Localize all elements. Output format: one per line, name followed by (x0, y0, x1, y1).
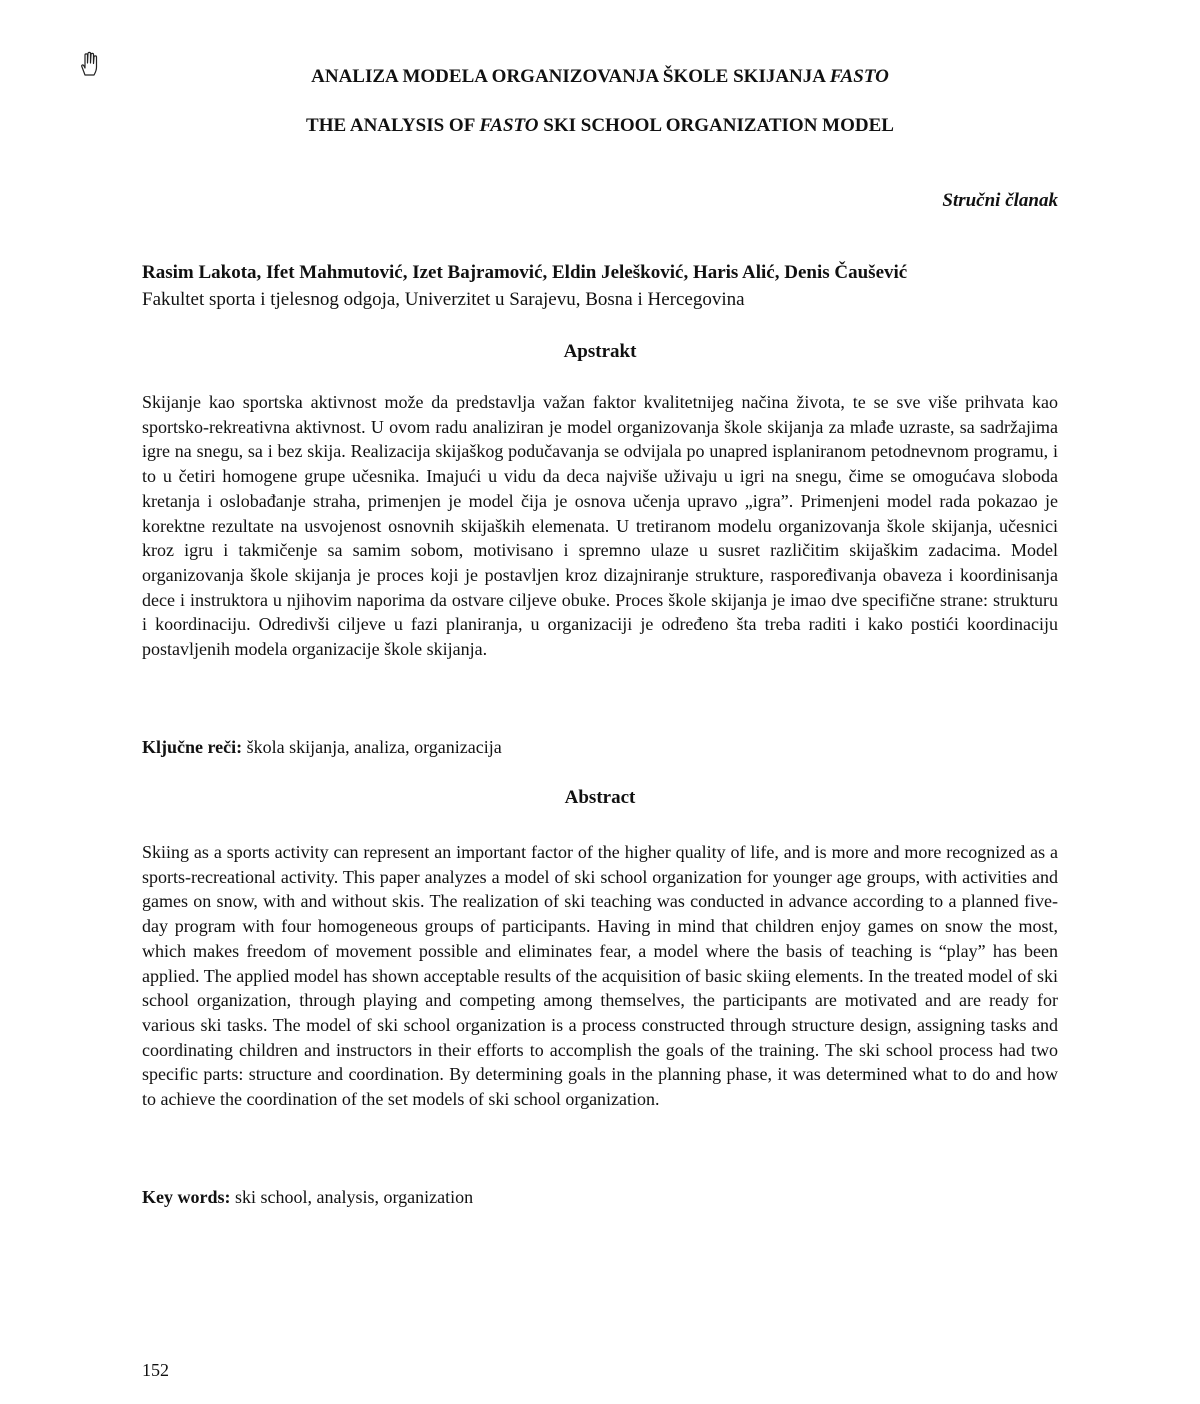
apstrakt-paragraph: Skijanje kao sportska aktivnost može da predstavlja važan faktor kvalitetnijeg načina života, te se sve više prihvata kao sportsko-rekreativna aktivnost. U ovom radu analiziran je model organizovanja škole skijanja za mlađe uzraste, sa sadržajima igre na snegu, sa i bez skija. Realizacija skijaškog podučavanja se odvijala po unapred isplaniranom petodnevnom programu, i to u četiri homogene grupe učesnika. Imajući u vidu da deca najviše uživaju u igri na snegu, čime se omogućava sloboda kretanja i oslobađanje straha, primenjen je model čija je osnova učenja upravo „igra”. Primenjeni model rada pokazao je korektne rezultate na usvojenost osnovnih skijaških elemenata. U tretiranom modelu organizovanja škole skijanja, učesnici kroz igru i takmičenje sa samim sobom, motivisano i spremno ulaze u susret različitim skijaškim zadacima. Model organizovanja škole skijanja je proces koji je postavljen kroz dizajniranje strukture, raspoređivanja obaveza i koordinisanja dece i instruktora u njihovim naporima da ostvare ciljeve obuke. Proces škole skijanja je imao dve specifične strane: strukturu i koordinaciju. Odredivši ciljeve u fazi planiranja, u organizaciji je određeno šta treba raditi i kako postići koordinaciju postavljenih modela organizacije škole skijanja. (142, 392, 1058, 660)
keywords-english (142, 1187, 473, 1208)
abstract-heading: Abstract (564, 787, 636, 808)
abstract-paragraph: Skiing as a sports activity can represent an important factor of the higher quality of life, and is more and more recognized as a sports-recreational activity. This paper analyzes a model of ski school organization for younger age groups, with activities and games on snow, with and without skis. The realization of ski teaching was conducted in advance according to a planned five-day program with four homogeneous groups of participants. Having in mind that children enjoy games on snow the most, which makes freedom of movement possible and eliminates fear, a model where the basis of teaching is “play” has been applied. The applied model has shown acceptable results of the acquisition of basic skiing elements. In the treated model of ski school organization, through playing and competing among themselves, the participants are motivated and are ready for various ski tasks. The model of ski school organization is a process constructed through structure design, assigning tasks and coordinating children and instructors in their efforts to accomplish the goals of the training. The ski school process had two specific parts: structure and coordination. By determining goals in the planning phase, it was determined what to do and how to achieve the coordination of the set models of ski school organization. (142, 842, 1058, 1110)
title-english-suffix: SKI SCHOOL ORGANIZATION MODEL (538, 115, 894, 136)
article-type-label: Stručni članak (942, 190, 1058, 211)
title-bosnian (0, 66, 1200, 88)
title-english-italic: FASTO (479, 115, 539, 136)
keywords-bosnian-label: Ključne reči: (142, 737, 243, 757)
title-english (0, 115, 1200, 137)
page-number: 152 (142, 1360, 169, 1380)
title-bosnian-italic: FASTO (829, 66, 889, 87)
apstrakt-heading: Apstrakt (563, 341, 637, 362)
title-english-prefix: THE ANALYSIS OF (306, 115, 480, 136)
keywords-bosnian-values: škola skijanja, analiza, organizacija (242, 737, 502, 757)
keywords-bosnian (142, 737, 502, 758)
title-bosnian-text: ANALIZA MODELA ORGANIZOVANJA ŠKOLE SKIJANJA (311, 66, 830, 87)
authors: Rasim Lakota, Ifet Mahmutović, Izet Bajramović, Eldin Jelešković, Haris Alić, Denis Čaušević (142, 262, 908, 283)
keywords-english-label: Key words: (142, 1187, 231, 1207)
affiliation: Fakultet sporta i tjelesnog odgoja, Univerzitet u Sarajevu, Bosna i Hercegovina (142, 289, 745, 310)
keywords-english-values: ski school, analysis, organization (230, 1187, 474, 1207)
